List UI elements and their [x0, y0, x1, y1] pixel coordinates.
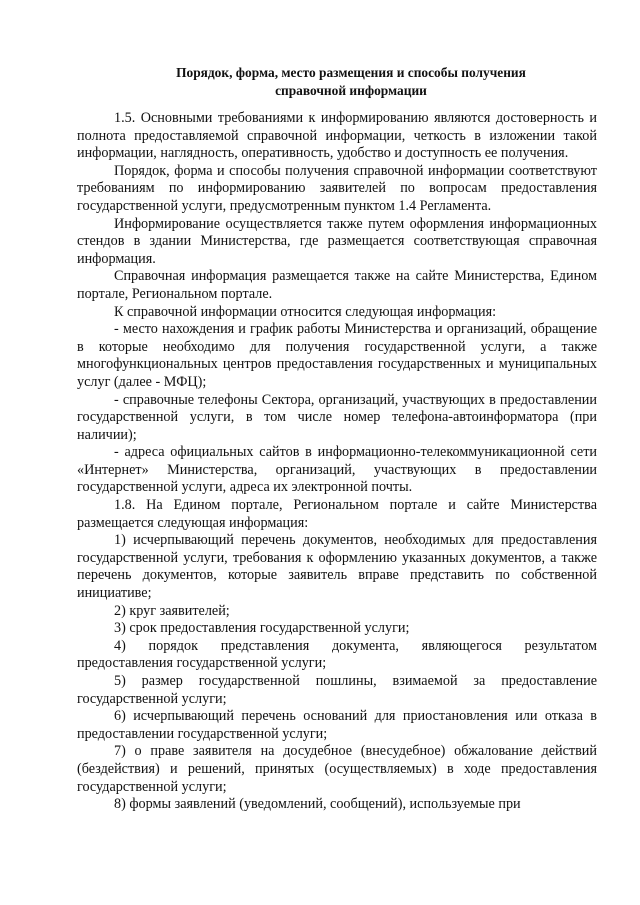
list-item-location: - место нахождения и график работы Министерства и организаций, обращение в которые необходимо для получения государственной услуги, а также многофункциональных центров предоставления государственных и муниципальных услуг (далее - МФЦ); — [77, 321, 597, 390]
title-line-2: справочной информации — [275, 83, 427, 98]
list-item-3: 3) срок предоставления государственной услуги; — [114, 620, 410, 637]
document-body — [77, 110, 597, 814]
list-item-websites: - адреса официальных сайтов в информационно-телекоммуникационной сети «Интернет» Министерства, организаций, участвующих в предоставлении государственной услуги, адреса их электронной почты. — [77, 444, 597, 496]
list-item-1: 1) исчерпывающий перечень документов, необходимых для предоставления государственной услуги, требования к оформлению указанных документов, а также перечень документов, которые заявитель вправе представить по собственной инициативе; — [77, 532, 597, 602]
section-title — [90, 64, 612, 100]
title-line-1: Порядок, форма, место размещения и способы получения — [176, 65, 526, 80]
list-item-5: 5) размер государственной пошлины, взимаемой за предоставление государственной услуги; — [77, 673, 597, 707]
paragraph-1-5: 1.5. Основными требованиями к информированию являются достоверность и полнота предоставляемой справочной информации, четкость в изложении такой информации, наглядность, оперативность, удобство и доступность ее получения. — [77, 110, 597, 162]
list-item-phones: - справочные телефоны Сектора, организаций, участвующих в предоставлении государственной услуги, в том числе номер телефона-автоинформатора (при наличии); — [77, 391, 597, 443]
list-item-7: 7) о праве заявителя на досудебное (внесудебное) обжалование действий (бездействия) и решений, принятых (осуществляемых) в ходе предоставления государственной услуги; — [77, 743, 597, 795]
list-item-2: 2) круг заявителей; — [114, 602, 230, 619]
paragraph-info-list-intro: К справочной информации относится следующая информация: — [114, 303, 497, 320]
list-item-8: 8) формы заявлений (уведомлений, сообщений), используемые при — [114, 796, 521, 813]
paragraph-1-8: 1.8. На Едином портале, Региональном портале и сайте Министерства размещается следующая информация: — [77, 497, 597, 531]
list-item-6: 6) исчерпывающий перечень оснований для приостановления или отказа в предоставлении государственной услуги; — [77, 708, 597, 742]
paragraph-website: Справочная информация размещается также на сайте Министерства, Едином портале, Региональном портале. — [77, 268, 597, 302]
list-item-4: 4) порядок представления документа, являющегося результатом предоставления государственной услуги; — [77, 637, 597, 672]
paragraph-stands: Информирование осуществляется также путем оформления информационных стендов в здании Министерства, где размещается соответствующая справочная информация. — [77, 215, 597, 267]
paragraph-procedure: Порядок, форма и способы получения справочной информации соответствуют требованиям по информированию заявителей по вопросам предоставления государственной услуги, предусмотренным пунктом 1.4 Регламента. — [77, 162, 597, 214]
